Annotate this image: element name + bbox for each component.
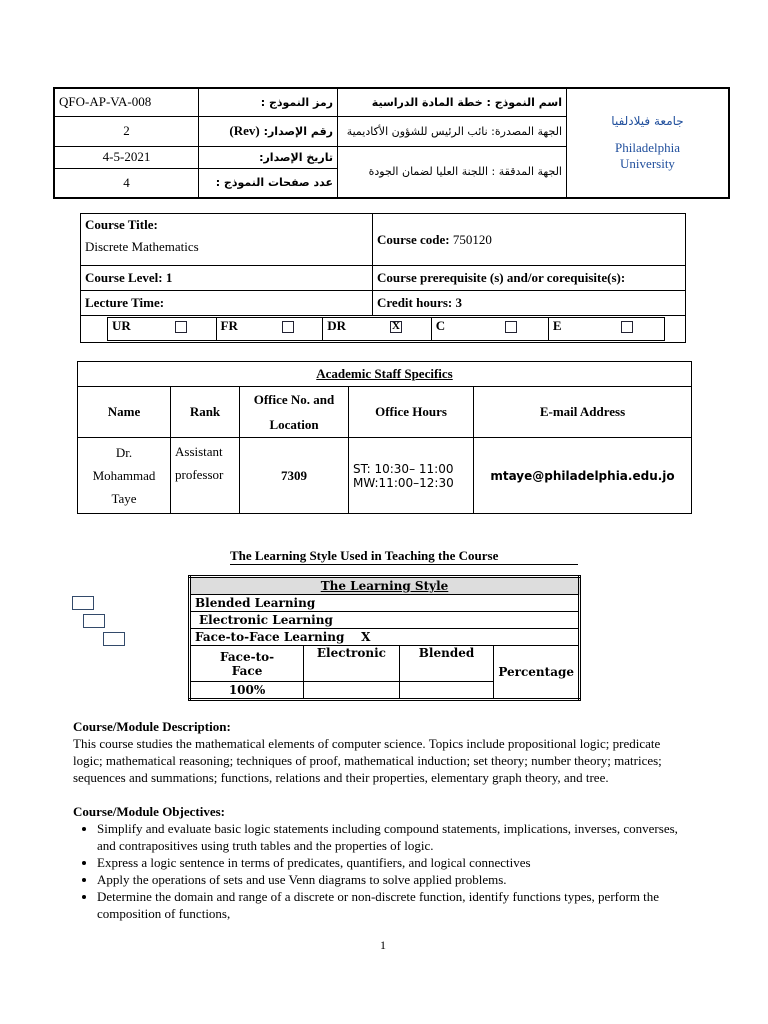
hours-1: ST: 10:30– 11:00 bbox=[353, 461, 454, 476]
checkbox-fr[interactable] bbox=[282, 321, 294, 333]
description-heading: Course/Module Description: bbox=[73, 719, 231, 734]
lecture-time: Lecture Time: bbox=[81, 291, 373, 316]
description-text: This course studies the mathematical elements of computer science. Topics include propositional logic; predicate logic; mathematical reasoning; techniques of proof, mathematical induction; set theory; number theory; matrices; sequences and summations; functions, relations and their properties, elementary graph theory, and tree. bbox=[73, 736, 662, 785]
req-fr: FR bbox=[216, 318, 323, 341]
col-office: Office No. and Location bbox=[240, 387, 349, 438]
col-blended: Blended bbox=[399, 646, 494, 682]
course-level: Course Level: 1 bbox=[81, 266, 373, 291]
opt-electronic: Electronic Learning bbox=[190, 612, 580, 629]
col-electronic: Electronic bbox=[304, 646, 400, 682]
checkbox-blended[interactable] bbox=[72, 596, 94, 610]
form-code-label: رمز النموذج : bbox=[199, 88, 338, 116]
req-e: E bbox=[548, 318, 664, 341]
staff-rank: Assistant professor bbox=[171, 438, 240, 514]
rev-value: 2 bbox=[54, 116, 199, 146]
issue-date: 4-5-2021 bbox=[54, 146, 199, 168]
opt-face: Face-to-Face Learning X bbox=[190, 629, 580, 646]
course-info-table bbox=[80, 213, 686, 343]
objective-item: • Express a logic sentence in terms of predicates, quantifiers, and logical connectives bbox=[97, 854, 688, 871]
val-blended bbox=[399, 682, 494, 700]
learning-table-title: The Learning Style bbox=[190, 577, 580, 595]
university-logo bbox=[567, 88, 730, 198]
checkbox-ur[interactable] bbox=[175, 321, 187, 333]
issuer: الجهة المصدرة: نائب الرئيس للشؤون الأكاديمية bbox=[338, 116, 567, 146]
req-dr: DR X bbox=[323, 318, 432, 341]
learning-style-title: The Learning Style Used in Teaching the Course bbox=[230, 548, 578, 565]
objectives-list bbox=[73, 820, 688, 922]
checkbox-c[interactable] bbox=[505, 321, 517, 333]
col-face: Face-to-Face bbox=[190, 646, 304, 682]
form-header-table bbox=[53, 87, 730, 199]
form-name: اسم النموذج : خطة المادة الدراسية bbox=[338, 88, 567, 116]
page-number: 1 bbox=[380, 938, 386, 952]
course-title: Discrete Mathematics bbox=[85, 239, 199, 254]
checkbox-dr-checked[interactable]: X bbox=[390, 321, 402, 333]
course-title-label: Course Title: bbox=[85, 217, 158, 232]
col-email: E-mail Address bbox=[474, 387, 692, 438]
course-code-label: Course code: bbox=[377, 231, 450, 247]
pages-label: عدد صفحات النموذج : bbox=[199, 168, 338, 198]
requirement-types bbox=[107, 317, 665, 341]
learning-style-table bbox=[188, 575, 581, 701]
objective-item: • Simplify and evaluate basic logic statements including compound statements, implications, inverses, converses, and contrapositives using truth tables and the properties of logic. bbox=[97, 820, 688, 854]
val-electronic bbox=[304, 682, 400, 700]
opt-blended: Blended Learning bbox=[190, 595, 580, 612]
col-hours: Office Hours bbox=[349, 387, 474, 438]
university-ar: جامعة فيلادلفيا bbox=[611, 114, 684, 128]
staff-email[interactable]: mtaye@philadelphia.edu.jo bbox=[474, 438, 692, 514]
col-name: Name bbox=[78, 387, 171, 438]
objective-item: • Determine the domain and range of a discrete or non-discrete function, identify functions types, perform the composition of functions, bbox=[97, 888, 688, 922]
req-c: C bbox=[431, 318, 548, 341]
col-rank: Rank bbox=[171, 387, 240, 438]
req-ur: UR bbox=[108, 318, 217, 341]
rev-en: (Rev) bbox=[229, 123, 260, 138]
staff-table bbox=[77, 361, 692, 514]
staff-name: Dr. Mohammad Taye bbox=[78, 438, 171, 514]
objectives-heading: Course/Module Objectives: bbox=[73, 804, 226, 819]
staff-office: 7309 bbox=[240, 438, 349, 514]
pages-value: 4 bbox=[54, 168, 199, 198]
form-code: QFO-AP-VA-008 bbox=[54, 88, 199, 116]
credit-hours: Credit hours: 3 bbox=[373, 291, 686, 316]
university-en: Philadelphia University bbox=[615, 140, 680, 171]
issue-date-label: تاريخ الإصدار: bbox=[199, 146, 338, 168]
checkbox-e[interactable] bbox=[621, 321, 633, 333]
staff-title: Academic Staff Specifics bbox=[78, 362, 692, 387]
verifier: الجهة المدققة : اللجنة العليا لضمان الجودة bbox=[338, 146, 567, 198]
checkbox-face-to-face[interactable] bbox=[103, 632, 125, 646]
objective-item: • Apply the operations of sets and use Venn diagrams to solve applied problems. bbox=[97, 871, 688, 888]
course-code: 750120 bbox=[452, 231, 492, 247]
val-face: 100% bbox=[190, 682, 304, 700]
checkbox-electronic[interactable] bbox=[83, 614, 105, 628]
course-prereq: Course prerequisite (s) and/or corequisite(s): bbox=[373, 266, 686, 291]
col-percentage: Percentage bbox=[494, 646, 580, 700]
rev-label: رقم الإصدار: bbox=[263, 125, 333, 138]
hours-2: MW:11:00–12:30 bbox=[353, 475, 454, 490]
